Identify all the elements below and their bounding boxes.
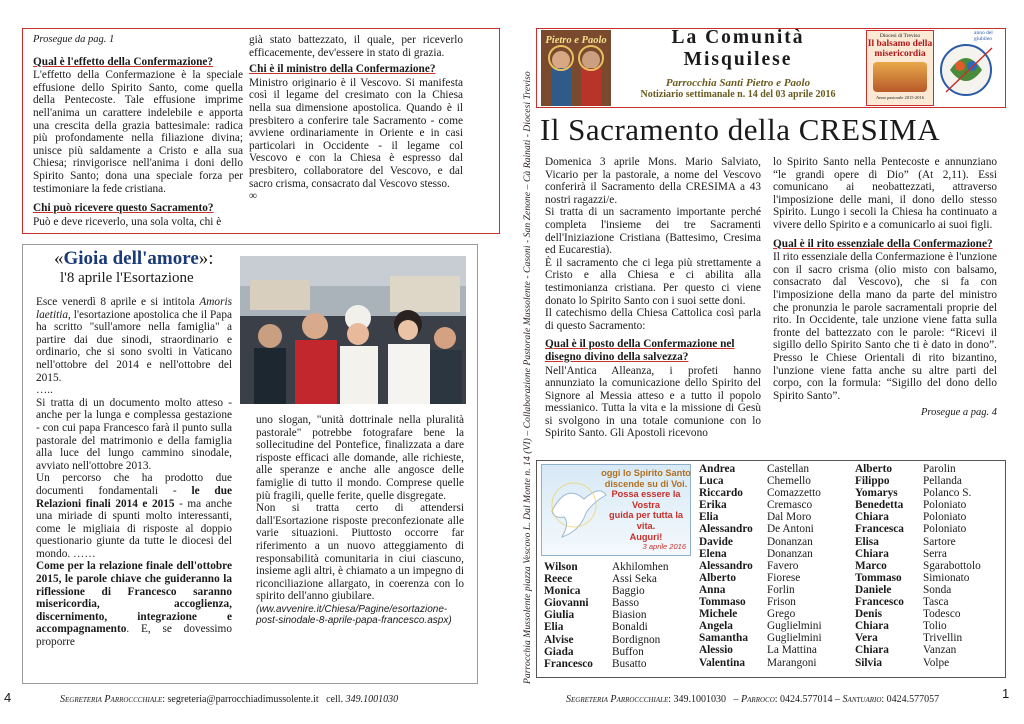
last-name: Guglielmini	[767, 620, 822, 633]
last-name: Bonaldi	[612, 621, 648, 634]
confirmand-row	[699, 584, 849, 596]
last-name: Parolin	[923, 463, 956, 475]
first-name: Erika	[699, 499, 727, 512]
last-name: Tolio	[923, 620, 947, 633]
confirmand-row	[699, 596, 849, 608]
main-title: Il Sacramento della CRESIMA	[540, 112, 941, 147]
amoris-intro-title: Amoris laetitia	[36, 296, 232, 321]
first-name: Luca	[699, 475, 724, 488]
quote-open: «	[54, 248, 64, 269]
confirmand-row	[699, 620, 849, 632]
confirmand-row	[855, 499, 1005, 511]
first-name: Yomarys	[855, 487, 898, 500]
confirmand-row	[544, 658, 694, 670]
first-name: Silvia	[855, 656, 882, 669]
jubilee-badge-text: anno del giubileo	[974, 30, 993, 42]
first-name: Alvise	[544, 633, 574, 646]
left-footer	[60, 694, 398, 705]
confirmand-row	[544, 634, 694, 646]
last-name: Frison	[767, 596, 796, 609]
confirmand-row	[855, 523, 1005, 535]
last-name: Polanco S.	[923, 487, 972, 500]
right-page-number: 1	[1002, 686, 1010, 701]
first-name: Giada	[544, 645, 574, 658]
first-name: Alberto	[699, 571, 737, 584]
question-heading: Chi è il ministro della Confermazione?	[249, 63, 436, 76]
last-name: Tasca	[923, 596, 949, 609]
last-name: Comazzetto	[767, 487, 821, 500]
newsletter-title-line1: La Comunità	[671, 27, 805, 48]
first-name: Anna	[699, 583, 726, 596]
left-footer-cell-label: cell.	[326, 694, 346, 705]
first-name: Elena	[699, 547, 727, 560]
confirmand-row	[699, 523, 849, 535]
paragraph: L'effetto della Confermazione è la speciale effusione dello Spirito Santo, come quella della Pentecoste. Tale effusione imprime nell'anima un carattere indelebile e apporta una crescita della grazia battesimale: radica più profondamente nella filiazione divina; unisce più saldamente a Cristo e alla sua Chiesa; rinvigorisce nell'anima i doni dello Spirito Santo; dona una speciale forza per testimoniare la fede cristiana.	[33, 69, 243, 195]
last-name: De Antoni	[767, 523, 814, 536]
last-name: Biasion	[612, 609, 647, 622]
confirmand-row	[855, 548, 1005, 560]
continuation-col-1	[33, 34, 243, 228]
cresima-col-2	[773, 156, 997, 420]
first-name: Chiara	[855, 644, 889, 657]
dove-card	[541, 464, 691, 556]
continued-from: Prosegue da pag. 1	[33, 34, 115, 45]
right-footer-label: Segreteria Parroccchiale	[566, 694, 669, 705]
dove-line5: Auguri!	[629, 531, 663, 542]
amoris-p2: Si tratta di un documento molto atteso - anche per la lunga e complessa gestazione - con cui papa Francesco farà il punto sulla pastorale del matrimonio e della famiglia alla luce del lungo cammino sinodale, avviato nell'ottobre 2013.	[36, 396, 232, 472]
dove-message	[600, 468, 692, 553]
last-name: Sgarabottolo	[923, 559, 981, 572]
continued-to: Prosegue a pag. 4	[920, 407, 997, 419]
jubilee-badge	[938, 30, 1002, 106]
amoris-col2-p2: Non si tratta certo di attendersi dall'Esortazione risposte preconfezionate alle varie situazioni. Piuttosto occorre far riferimento a un nuovo atteggiamento di responsabilità comunitaria in ciui ciascuno, insieme agli altri, è chiamato a un impegno di riconciliazione allargato, in coerenza con lo spirito dell'anno giubilare.	[256, 502, 464, 603]
confirmand-row	[699, 548, 849, 560]
first-name: Andrea	[699, 463, 736, 475]
confirmand-row	[855, 560, 1005, 572]
confirmand-row	[699, 632, 849, 644]
last-name: Pellanda	[923, 475, 962, 488]
santuario-phone: : 0424.577057	[881, 694, 940, 705]
amoris-intro	[36, 296, 232, 384]
last-name: Favero	[767, 559, 799, 572]
confirmand-row	[544, 585, 694, 597]
last-name: Forlin	[767, 583, 795, 596]
diocese-badge-bottom: Anno pastorale 2015-2016	[876, 95, 924, 100]
confirmand-row	[855, 632, 1005, 644]
notiziario-line: Notiziario settimanale n. 14 del 03 aprile 2016	[640, 89, 836, 100]
confirmand-row	[699, 499, 849, 511]
confirmand-row	[699, 608, 849, 620]
last-name: Chemello	[767, 475, 811, 488]
parish-name: Parrocchia Santi Pietro e Paolo	[665, 77, 811, 89]
last-name: Baggio	[612, 585, 645, 598]
last-name: Serra	[923, 547, 947, 560]
question-heading: Qual è il rito essenziale della Confermazione?	[773, 237, 993, 250]
dove-line1: oggi lo Spirito Santo	[601, 468, 691, 478]
continuation-col-2	[249, 34, 463, 203]
newsletter-title-line2: Misquilese	[683, 49, 793, 70]
paragraph: Può e deve riceverlo, una sola volta, chi è	[33, 215, 222, 228]
confirmand-row	[699, 475, 849, 487]
saints-logo-text: Pietro e Paolo	[545, 35, 607, 46]
quote-close: »:	[198, 248, 214, 269]
last-name: Poloniato	[923, 499, 967, 512]
last-name: Dal Moro	[767, 511, 812, 524]
confirmand-row	[699, 536, 849, 548]
first-name: Elia	[699, 511, 719, 524]
confirmand-row	[855, 596, 1005, 608]
confirmand-row	[699, 511, 849, 523]
last-name: Poloniato	[923, 511, 967, 524]
confirmand-row	[699, 572, 849, 584]
paragraph: ∞	[249, 190, 258, 203]
last-name: Donanzan	[767, 547, 813, 560]
amoris-dots: …..	[36, 384, 53, 397]
confirmand-row	[699, 487, 849, 499]
dove-line2: discende su di Voi.	[604, 478, 688, 489]
santuario-label: Santuario	[842, 694, 882, 705]
confirmand-row	[855, 644, 1005, 656]
amoris-p4	[36, 560, 232, 648]
first-name: Samantha	[699, 632, 748, 645]
diocese-badge-top: Diocesi di Treviso	[879, 33, 921, 39]
confirmand-row	[855, 487, 1005, 499]
first-name: Alessandro	[699, 523, 753, 536]
confirmand-row	[544, 609, 694, 621]
amoris-p3-c: - ma anche una miriade di spunti molto interessanti, come le migliaia di risposte al doppio questionario giunte da tutte le diocesi del mondo. ……	[36, 497, 233, 560]
last-name: Marangoni	[767, 656, 817, 669]
last-name: Bordignon	[612, 633, 661, 646]
last-name: Vanzan	[923, 644, 957, 657]
last-name: Todesco	[923, 608, 961, 621]
paragraph: È il sacramento che ci lega più strettamente a Cristo e alla Chiesa e ci abilita alla testimonianza cristiana. Per questo ci viene donato lo Spirito Santo con i suoi sette doni.	[545, 256, 761, 307]
last-name: Grego	[767, 608, 796, 621]
confirmand-row	[699, 560, 849, 572]
paragraph: lo Spirito Santo nella Pentecoste e annunziano “le grandi opere di Dio” (At 2,11). Essi comunicano ai neobattezzati, attraverso l'imposizione delle mani, il dono dello stesso Spirito. Lungo i secoli la Chiesa ha continuato a vivere dello Spirito e a comunicarlo ai suoi figli.	[773, 156, 997, 231]
paragraph: già stato battezzato, il quale, per riceverlo efficacemente, dev'essere in stato di grazia.	[249, 34, 463, 59]
first-name: Monica	[544, 585, 581, 598]
first-name: Filippo	[855, 475, 890, 488]
last-name: Basso	[612, 597, 639, 610]
first-name: Chiara	[855, 547, 889, 560]
first-name: Chiara	[855, 620, 889, 633]
last-name: Volpe	[923, 656, 950, 669]
badge-artwork	[873, 62, 927, 92]
right-footer-phone: : 349.1001030	[668, 694, 727, 705]
confirmand-row	[699, 644, 849, 656]
first-name: Valentina	[699, 656, 746, 669]
confirmand-row	[855, 620, 1005, 632]
confirmand-row	[855, 657, 1005, 669]
diocese-badge	[866, 30, 934, 106]
first-name: Vera	[855, 632, 878, 645]
confirmand-row	[855, 536, 1005, 548]
right-footer: Segreteria Parroccchiale: 349.1001030 – Parroco: 0424.577014 – Santuario: 0424.577057	[566, 694, 940, 705]
last-name: Sonda	[923, 583, 952, 596]
amoris-title	[54, 248, 214, 270]
first-name: Tommaso	[855, 571, 902, 584]
amoris-p3	[36, 472, 232, 560]
confirmand-row	[544, 646, 694, 658]
first-name: Francesco	[855, 596, 904, 609]
last-name: Cremasco	[767, 499, 813, 512]
amoris-p3-b: le due Relazioni finali 2014 e 2015	[36, 484, 232, 510]
question-heading: Qual è il posto della Confermazione nel disegno divino della salvezza?	[545, 338, 735, 363]
paragraph: Ministro originario è il Vescovo. Si manifesta così il legame del cresimato con la Chiesa nella sua dimensione apostolica. Quando è il presbitero a conferire tale Sacramento - come avviene ordinariamente in Oriente e in casi particolari in Occidente - il legame col Vescovo e con la Chiesa è espresso dal presbitero, collaboratore del Vescovo, e dal sacro crisma, consacrato dal Vescovo stesso.	[249, 76, 463, 190]
first-name: Alessandro	[699, 559, 753, 572]
question-heading: Qual è l'effetto della Confermazione?	[33, 55, 214, 68]
confirmand-row	[855, 572, 1005, 584]
last-name: Guglielmini	[767, 632, 822, 645]
first-name: Elia	[544, 621, 564, 634]
confirmand-row	[855, 584, 1005, 596]
first-name: Michele	[699, 608, 738, 621]
first-name: Alberto	[855, 463, 893, 475]
dove-date: 3 aprile 2016	[642, 542, 686, 552]
left-page-number: 4	[4, 690, 12, 705]
paragraph: Il rito essenziale della Confermazione è l'unzione con il sacro crisma (olio misto con balsamo, consacrato dal Vescovo), che si fa con l'imposizione della mano da parte del ministro che pronunzia le parole sacramentali proprie del rito. In Occidente, tale unzione viene fatta sulla fronte del battezzato con le parole: “Ricevi il sigillo dello Spirito Santo che ti è dato in dono”. Presso le Chiese Orientali di rito bizantino, l'unzione viene fatta anche su altre parti del corpo, con la formula: “Sigillo del dono dello Spirito Santo”.	[773, 251, 997, 402]
first-name: Riccardo	[699, 487, 743, 500]
confirmand-row	[544, 597, 694, 609]
confirmand-row	[699, 657, 849, 669]
vertical-parish-band: Parrocchia Mussolente piazza Vescovo L. Dal Monte n. 14 (VI) – Collaborazione Pastorale Mussolente - Casoni - San Zenone – Cà Rainati - Diocesi Treviso	[522, 71, 533, 684]
saints-logo	[541, 30, 611, 106]
first-name: Francesco	[544, 657, 593, 670]
amoris-col-2	[256, 414, 464, 627]
first-name: Chiara	[855, 511, 889, 524]
last-name: Akhilomhen	[612, 561, 669, 573]
cresima-col-1	[545, 156, 761, 440]
amoris-source: (ww.avvenire.it/Chiesa/Pagine/esortazione-post-sinodale-8-aprile-papa-francesco.aspx)	[256, 603, 452, 627]
confirmand-row	[544, 561, 694, 573]
amoris-col-1	[36, 296, 232, 649]
first-name: Giovanni	[544, 597, 589, 610]
names-column-a	[544, 561, 694, 670]
last-name: Buffon	[612, 645, 644, 658]
paragraph: Domenica 3 aprile Mons. Mario Salviato, Vicario per la pastorale, a nome del Vescovo conferirà il Sacramento della CRESIMA a 43 nostri ragazzi/e.	[545, 156, 761, 206]
paragraph: Il catechismo della Chiesa Cattolica così parla di questo Sacramento:	[545, 307, 761, 332]
last-name: Simionato	[923, 571, 970, 584]
left-footer-email: : segreteria@parrocchiadimussolente.it	[162, 694, 319, 705]
amoris-p4-rest: . E, se dovessimo proporre	[36, 623, 232, 649]
first-name: Elisa	[855, 535, 879, 548]
first-name: Reece	[544, 573, 573, 586]
paragraph: Si tratta di un sacramento importante perché completa l'insieme dei tre Sacramenti dell'Iniziazione Cristiana (Battesimo, Cresima ed Eucarestia).	[545, 206, 761, 257]
question-heading: Chi può ricevere questo Sacramento?	[33, 202, 214, 215]
amoris-title-main: Gioia dell'amore	[63, 248, 199, 269]
amoris-intro-a: Esce venerdì 8 aprile e si intitola	[36, 296, 200, 308]
left-footer-cell: 349.1001030	[345, 694, 399, 705]
last-name: Poloniato	[923, 523, 967, 536]
amoris-p3-a: Un percorso che ha prodotto due documenti fondamentali -	[36, 472, 232, 497]
names-column-c	[855, 463, 1005, 669]
amoris-col2-p1: uno slogan, "unità dottrinale nella pluralità pastorale" potrebbe fotografare bene la sollecitudine del Pontefice, finalizzata a dare risposte efficaci alle domande, alle richieste, alle speranze e anche alle angosce delle famiglie di tutto il mondo. Comprese quelle più fragili, quelle ferite, quelle disgregate.	[256, 414, 464, 502]
last-name: Castellan	[767, 463, 810, 475]
first-name: Davide	[699, 535, 733, 548]
parroco-label: Parroco	[741, 694, 775, 705]
first-name: Wilson	[544, 561, 578, 573]
first-name: Daniele	[855, 583, 892, 596]
last-name: Trivellin	[923, 632, 963, 645]
confirmand-row	[544, 573, 694, 585]
confirmand-row	[699, 463, 849, 475]
first-name: Marco	[855, 559, 887, 572]
last-name: La Mattina	[767, 644, 817, 657]
parroco-phone: : 0424.577014	[774, 694, 833, 705]
confirmand-row	[855, 511, 1005, 523]
paragraph: Nell'Antica Alleanza, i profeti hanno annunziato la comunicazione dello Spirito del Signore al Messia atteso e a tutto il popolo messianico. Tutta la vita e la missione di Gesù si svolgono in una totale comunione con lo Spirito Santo. Gli Apostoli ricevono	[545, 364, 761, 440]
last-name: Sartore	[923, 535, 956, 548]
first-name: Tommaso	[699, 596, 746, 609]
confirmand-row	[855, 608, 1005, 620]
last-name: Busatto	[612, 657, 647, 670]
last-name: Donanzan	[767, 535, 813, 548]
names-column-b	[699, 463, 849, 669]
first-name: Denis	[855, 608, 882, 621]
left-footer-label: Segreteria Parroccchiale	[60, 694, 163, 705]
amoris-subtitle: l'8 aprile l'Esortazione	[60, 270, 194, 286]
first-name: Alessio	[699, 644, 733, 657]
dove-line3: Possa essere la Vostra	[611, 489, 681, 510]
first-name: Francesca	[855, 523, 904, 536]
confirmand-row	[544, 621, 694, 633]
diocese-badge-main: Il balsamo della misericordia	[867, 39, 933, 59]
first-name: Angela	[699, 620, 733, 633]
amoris-intro-b: , l'esortazione apostolica che il Papa ha scritto "sull'amore nella famiglia" a partire dai due sinodi, straordinario e ordinario, che si sono svolti in Vaticano nell'ottobre del 2014 e nell'ottobre del 2015.	[36, 308, 232, 384]
confirmand-row	[855, 463, 1005, 475]
last-name: Fiorese	[767, 571, 801, 584]
first-name: Benedetta	[855, 499, 904, 512]
confirmand-row	[855, 475, 1005, 487]
last-name: Assi Seka	[612, 573, 657, 586]
photo-illustration	[240, 256, 466, 404]
first-name: Giulia	[544, 609, 575, 622]
dove-line4: guida per tutta la vita.	[608, 510, 684, 531]
amoris-p4-bold: Come per la relazione finale dell'ottobre 2015, le parole chiave che guideranno la riflessione di Francesco saranno misericordia, accoglienza, discernimento, integrazione e accompagnamento	[36, 560, 232, 636]
pope-crowd-photo	[240, 256, 466, 404]
